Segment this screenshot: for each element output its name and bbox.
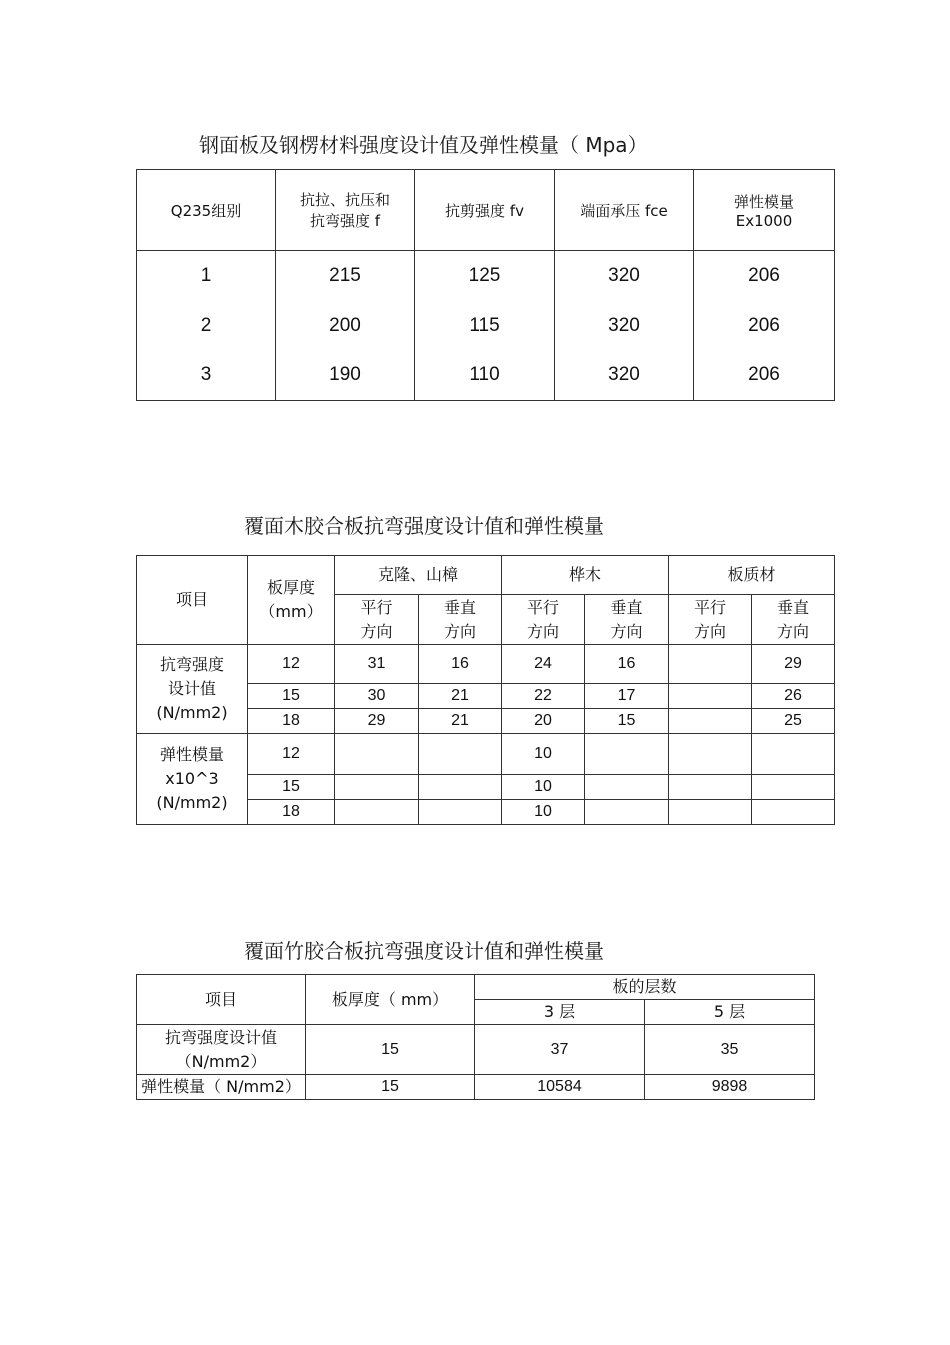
table-cell: 21	[419, 684, 502, 709]
table-cell: 16	[585, 645, 669, 684]
table-row	[137, 734, 835, 775]
table-cell	[752, 775, 835, 800]
table-cell: 10	[502, 734, 585, 775]
table-cell	[669, 645, 752, 684]
table-cell: 20	[502, 709, 585, 734]
table-cell: 215	[276, 251, 415, 301]
header-cell-direction: 垂直 方向	[419, 595, 502, 645]
table-cell: 17	[585, 684, 669, 709]
table-cell: 25	[752, 709, 835, 734]
header-cell-layer: 5 层	[645, 1000, 815, 1025]
header-cell: 抗拉、抗压和 抗弯强度 f	[276, 170, 415, 251]
table-cell: 12	[248, 645, 335, 684]
header-cell-direction: 垂直 方向	[585, 595, 669, 645]
row-label: 弹性模量（ N/mm2）	[137, 1075, 306, 1100]
table-header-row	[137, 975, 815, 1000]
table-cell: 2	[137, 301, 276, 351]
table-cell: 29	[752, 645, 835, 684]
table-cell: 110	[415, 351, 555, 401]
table-cell: 15	[306, 1025, 475, 1075]
table-cell: 37	[475, 1025, 645, 1075]
table-cell: 1	[137, 251, 276, 301]
header-cell-thickness: 板厚度 （mm）	[248, 556, 335, 645]
table-cell	[669, 775, 752, 800]
table-cell	[419, 800, 502, 825]
table-cell: 206	[694, 251, 835, 301]
header-cell-group: 板质材	[669, 556, 835, 595]
table-cell: 18	[248, 800, 335, 825]
table-cell: 320	[555, 351, 694, 401]
header-cell-layer: 3 层	[475, 1000, 645, 1025]
table-cell: 16	[419, 645, 502, 684]
table-row	[137, 1025, 815, 1075]
table-cell: 31	[335, 645, 419, 684]
header-cell-direction: 平行 方向	[335, 595, 419, 645]
table-cell: 29	[335, 709, 419, 734]
table-row	[137, 1075, 815, 1100]
header-cell-group: 克隆、山樟	[335, 556, 502, 595]
table1-title: 钢面板及钢楞材料强度设计值及弹性模量（ Mpa）	[199, 133, 648, 157]
table-cell	[669, 709, 752, 734]
header-cell: 端面承压 fce	[555, 170, 694, 251]
table2-title: 覆面木胶合板抗弯强度设计值和弹性模量	[244, 514, 604, 538]
table-row	[137, 351, 835, 401]
header-cell: 弹性模量 Ex1000	[694, 170, 835, 251]
table-cell: 3	[137, 351, 276, 401]
table-cell: 9898	[645, 1075, 815, 1100]
table-cell: 30	[335, 684, 419, 709]
table-cell: 12	[248, 734, 335, 775]
table-cell: 10	[502, 800, 585, 825]
row-label: 抗弯强度设计值 （N/mm2）	[137, 1025, 306, 1075]
table-cell	[335, 800, 419, 825]
table-row	[137, 251, 835, 301]
table-cell: 206	[694, 351, 835, 401]
bamboo-plywood-table	[136, 974, 815, 1100]
header-cell-item: 项目	[137, 556, 248, 645]
table-cell: 22	[502, 684, 585, 709]
wood-plywood-table	[136, 555, 835, 825]
header-cell-item: 项目	[137, 975, 306, 1025]
header-cell-group: 桦木	[502, 556, 669, 595]
table-cell: 10	[502, 775, 585, 800]
header-cell-direction: 平行 方向	[502, 595, 585, 645]
row-label-bending: 抗弯强度 设计值 (N/mm2)	[137, 645, 248, 734]
table-cell	[669, 684, 752, 709]
table-row	[137, 301, 835, 351]
table-cell	[419, 734, 502, 775]
header-cell-direction: 平行 方向	[669, 595, 752, 645]
table-cell	[669, 734, 752, 775]
table-cell	[585, 800, 669, 825]
table-cell: 10584	[475, 1075, 645, 1100]
table3-title: 覆面竹胶合板抗弯强度设计值和弹性模量	[244, 939, 604, 963]
table-header-row	[137, 170, 835, 251]
table-cell: 15	[585, 709, 669, 734]
table-cell	[335, 775, 419, 800]
table-cell: 15	[248, 684, 335, 709]
table-cell	[335, 734, 419, 775]
table-row	[137, 645, 835, 684]
header-cell-layers: 板的层数	[475, 975, 815, 1000]
table-cell: 200	[276, 301, 415, 351]
table-cell: 320	[555, 301, 694, 351]
table-cell: 35	[645, 1025, 815, 1075]
table-cell	[419, 775, 502, 800]
table-cell: 15	[306, 1075, 475, 1100]
table-cell: 24	[502, 645, 585, 684]
table-cell: 21	[419, 709, 502, 734]
table-cell: 26	[752, 684, 835, 709]
table-cell: 125	[415, 251, 555, 301]
table-cell	[585, 734, 669, 775]
table-cell: 320	[555, 251, 694, 301]
table-cell	[585, 775, 669, 800]
header-cell: 抗剪强度 fv	[415, 170, 555, 251]
table-cell: 115	[415, 301, 555, 351]
table-cell: 206	[694, 301, 835, 351]
table-cell	[752, 734, 835, 775]
header-cell-direction: 垂直 方向	[752, 595, 835, 645]
header-cell: Q235组别	[137, 170, 276, 251]
table-cell: 18	[248, 709, 335, 734]
table-cell	[752, 800, 835, 825]
header-cell-thickness: 板厚度（ mm）	[306, 975, 475, 1025]
table-cell	[669, 800, 752, 825]
row-label-modulus: 弹性模量 x10^3 (N/mm2)	[137, 734, 248, 825]
table-cell: 15	[248, 775, 335, 800]
table-cell: 190	[276, 351, 415, 401]
steel-strength-table	[136, 169, 835, 401]
table-header-row	[137, 556, 835, 595]
